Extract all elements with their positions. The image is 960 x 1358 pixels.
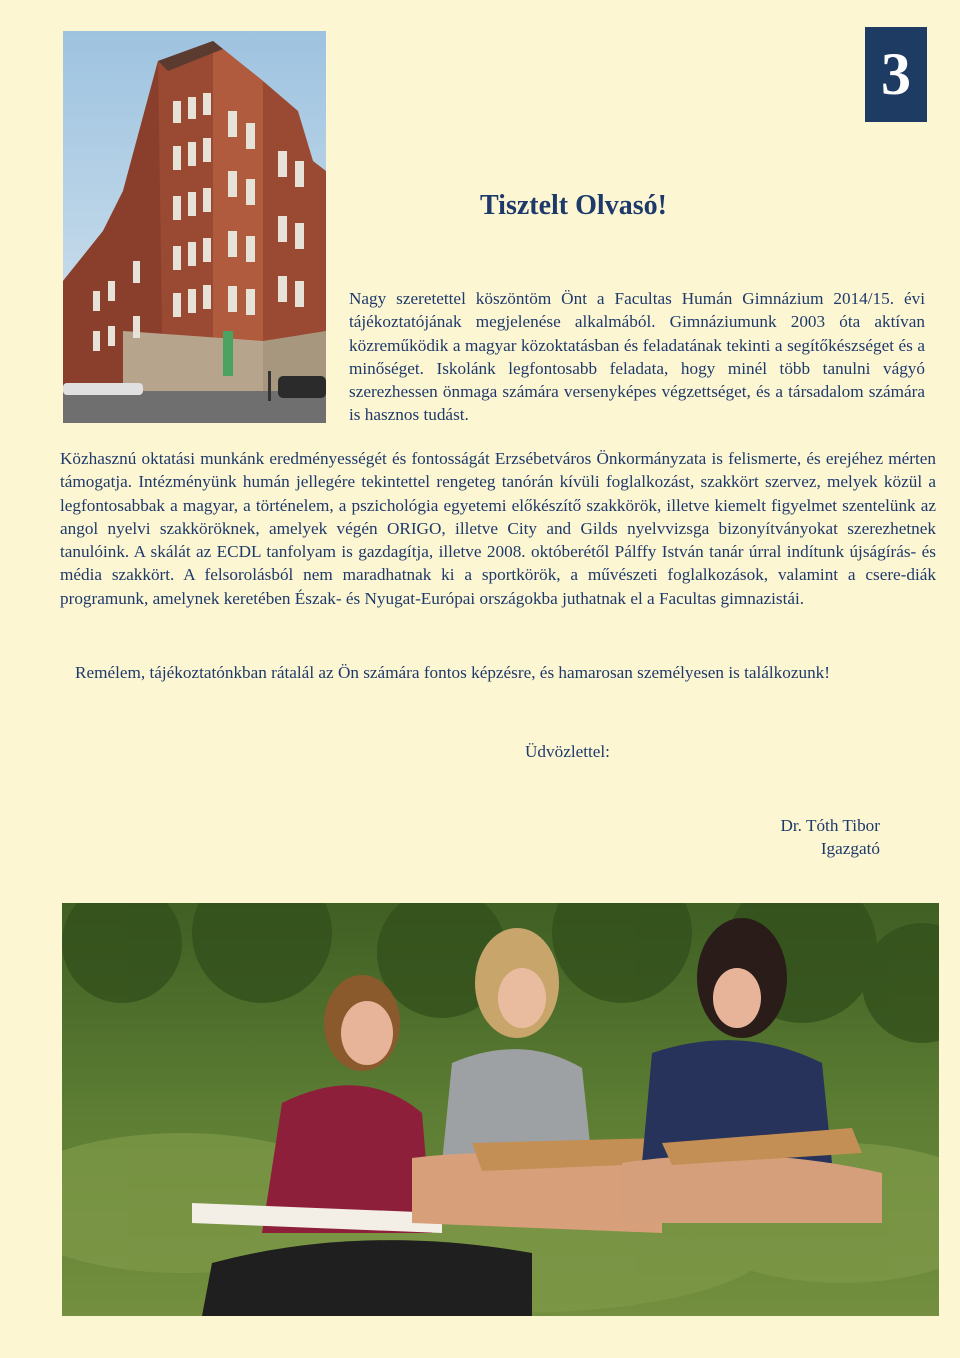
body-paragraph: Közhasznú oktatási munkánk eredményességét és fontosságát Erzsébetváros Önkormányzata is felismerte, és erejéhez mérten támogatja. Intézményünk humán jellegére tekintettel rengeteg tanórán kívüli foglalkozást, szakkört szervez, melyek közül a legfontosabbak a magyar, a történelem, a pszichológia egyetemi előkészítő szakkörök, illetve kiemelt figyelmet szentelünk az angol nyelvi szakköröknek, amelyek végén ORIGO, illetve City and Gilds nyelvvizsga bizonyítványokat szerezhetnek tanulóink. A skálát az ECDL tanfolyam is gazdagítja, illetve 2008. októberétől Pálffy István tanár úrral indítunk újságírás- és média szakkört. A felsorolásból nem maradhatnak ki a sportkörök, a művészeti foglalkozások, valamint a csere-diák programunk, amelynek keretében Észak- és Nyugat-Európai országokba juthatnak el a Facultas gimnazistái. [60,449,936,608]
building-photo [63,31,326,423]
students-photo [62,903,939,1316]
closing-paragraph: Remélem, tájékoztatónkban rátalál az Ön számára fontos képzésre, és hamarosan személyesen is találkozunk! [75,663,830,682]
page-number: 3 [865,27,927,122]
signature-name: Dr. Tóth Tibor [780,816,880,835]
intro-paragraph: Nagy szeretettel köszöntöm Önt a Facultas Humán Gimnázium 2014/15. évi tájékoztatójának megjelenése alkalmából. Gimnáziumunk 2003 óta aktívan közreműködik a magyar közoktatásban és feladatának tekinti a segítőkészséget és a minőséget. Iskolánk legfontosabb feladata, hogy minél több tanulni vágyó szerezhessen önmaga számára versenyképes végzettséget, és a társadalom számára is hasznos tudást. [349,289,925,425]
signature-title: Igazgató [820,839,880,859]
greeting: Üdvözlettel: [525,742,610,761]
page-title: Tisztelt Olvasó! [480,190,667,221]
signature [781,814,881,861]
